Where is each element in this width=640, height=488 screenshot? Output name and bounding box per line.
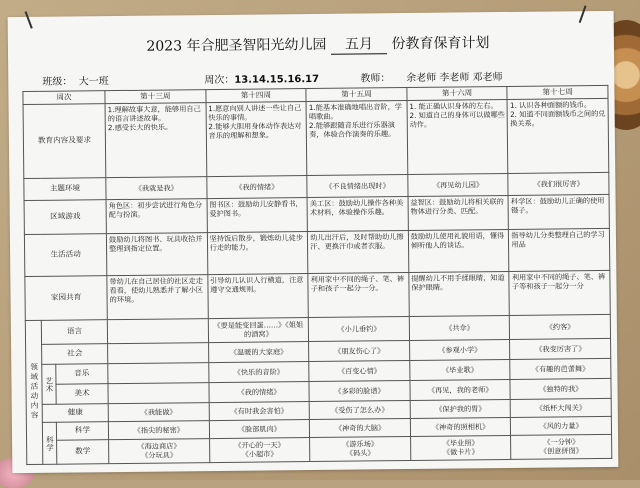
- week-16: 第十六周: [407, 86, 508, 100]
- class-info: [42, 72, 109, 88]
- area-cell: 科学区：鼓励幼儿正确的使用镊子。: [508, 194, 609, 229]
- life-row: [24, 228, 609, 276]
- goals-label: 教育内容及要求: [23, 103, 106, 178]
- theme-cell: 《我就是我》: [106, 176, 207, 199]
- subject-cell: 《我的情绪》: [209, 381, 310, 402]
- goals-cell: 1.能基本准确地唱出音阶，学唱歌曲。 2.能够跟随音乐进行乐器演奏，体验合作演奏的乐趣。: [306, 100, 407, 175]
- life-cell: 鼓励幼儿将图书、玩具收拾并整理到指定位置。: [106, 232, 207, 275]
- subject-cell: 《要是能变回蛋……》《姐姐的酒窝》: [208, 317, 309, 342]
- subject-cell: 《朋友伤心了》: [309, 340, 410, 361]
- subject-cell: 《我变厉害了》: [510, 338, 611, 359]
- week-17: 第十七周: [507, 85, 608, 99]
- subject-cell: [108, 382, 209, 403]
- subject-label: 健康: [42, 403, 108, 422]
- subject-cell: 《约客》: [510, 314, 611, 339]
- subject-cell: 《独特的我》: [510, 378, 611, 399]
- subject-cell: 《再见，我的老师》: [410, 379, 511, 400]
- science-label: 科学: [42, 422, 56, 464]
- week-value: 13.14.15.16.17: [234, 73, 320, 86]
- theme-cell: 《我的情绪》: [206, 175, 307, 198]
- subject-label: 社会: [42, 343, 108, 364]
- subject-cell: 《有时我会害怕》: [209, 401, 310, 420]
- subject-cell: 《百变心情》: [309, 360, 410, 381]
- class-label: 班级：: [42, 76, 73, 88]
- plan-table: [22, 85, 612, 465]
- subject-cell: 《风的力量》: [511, 416, 612, 435]
- teacher-info: [360, 68, 502, 84]
- theme-cell: 《我们很厉害》: [508, 172, 609, 195]
- subject-label: 美术: [56, 383, 108, 404]
- subject-cell: 《海边商店》 《分玩具》: [109, 438, 210, 463]
- subject-cell: 《快乐的音阶》: [208, 361, 309, 382]
- subject-cell: 《毕业照》 《做卡片》: [410, 435, 511, 460]
- subject-cell: 《脸部肌肉》: [209, 419, 310, 438]
- subject-cell: 《游乐场》 《码头》: [310, 436, 411, 461]
- title-prefix: 2023 年合肥圣智阳光幼儿园: [146, 36, 327, 55]
- week-info: [204, 70, 319, 86]
- title-month: 五月: [331, 33, 387, 55]
- domain-label: 领域活动内容: [25, 320, 43, 464]
- subject-cell: 《有趣的芭蕾舞》: [510, 358, 611, 379]
- area-label: 区域游戏: [24, 199, 106, 234]
- subject-cell: 《神奇的照相机》: [410, 417, 511, 436]
- home-cell: 利用家中不同的绳子、笔、裤子等和孩子一起分一分: [509, 270, 610, 315]
- teacher-value: 余老师 李老师 邓老师: [406, 72, 503, 85]
- area-cell: 益智区：鼓励幼儿将相关联的物体进行分类、匹配。: [408, 195, 509, 230]
- subject-label: 科学: [56, 421, 108, 440]
- subject-cell: 《多彩的脸谱》: [309, 380, 410, 401]
- life-cell: 鼓励幼儿使用礼貌用语，懂得倾听他人的谈话。: [408, 229, 509, 272]
- home-row: [25, 270, 610, 320]
- subject-cell: 《受伤了怎么办》: [309, 400, 410, 419]
- week-13: 第十三周: [105, 90, 206, 104]
- subject-label: 数学: [57, 439, 109, 464]
- life-label: 生活活动: [24, 233, 106, 276]
- title-suffix: 份教育保育计划: [391, 35, 490, 53]
- home-cell: 提醒幼儿不用手揉眼睛，知道保护眼睛。: [409, 271, 510, 316]
- area-cell: 美工区：鼓励幼儿操作各种美术材料，体验操作乐趣。: [307, 196, 408, 231]
- week-14: 第十四周: [206, 89, 307, 103]
- home-label: 家园共育: [25, 275, 107, 320]
- subject-cell: 《我能做》: [108, 402, 209, 421]
- goals-cell: 1. 认识各种面额的钱币。 2. 知道不同面额钱币之间的兑换关系。: [507, 98, 608, 173]
- subject-cell: 《小儿垂钓》: [309, 316, 410, 341]
- subject-row-math: [27, 434, 612, 464]
- home-cell: 带幼儿在自己居住的社区走走看看，使幼儿熟悉并了解小区的环境。: [107, 274, 208, 319]
- area-cell: 角色区：初步尝试进行角色分配与扮演。: [106, 198, 207, 233]
- subject-cell: [108, 362, 209, 383]
- goals-cell: 1.愿意向别人讲述一些让自己快乐的事情。 2.能够大胆用身体动作表达对音乐的理解和想象。: [206, 101, 307, 176]
- subject-cell: 《开心的一天》 《小超市》: [209, 437, 310, 462]
- subject-cell: 《纸杯大闯关》: [511, 398, 612, 417]
- subject-cell: 《参观小学》: [409, 339, 510, 360]
- week-15: 第十五周: [306, 88, 407, 102]
- home-cell: 引导幼儿认识人行横道，注意遵守交通规则。: [207, 273, 308, 318]
- subject-cell: 《神奇的大脑》: [310, 418, 411, 437]
- subject-cell: 《指尖的秘密》: [108, 420, 209, 439]
- week-label: 周次：: [204, 74, 235, 87]
- area-cell: 图书区：鼓励幼儿安静看书，爱护图书。: [207, 197, 308, 232]
- life-cell: 指导幼儿分类整理自己的学习用品: [509, 228, 610, 271]
- life-cell: 坚持饭后散步，锻炼幼儿徒步行走的能力。: [207, 231, 308, 274]
- subject-cell: 《共伞》: [409, 315, 510, 340]
- subject-cell: 《温暖的大家庭》: [208, 341, 309, 362]
- subject-cell: [107, 318, 208, 343]
- theme-label: 主题环境: [24, 177, 106, 200]
- subject-cell: 《一分钟》 《创意拼图》: [511, 434, 612, 459]
- subject-cell: 《毕业歌》: [410, 359, 511, 380]
- week-header: 周次: [23, 91, 105, 105]
- goals-cell: 1.理解故事大意，能够用自己的语言讲述故事。 2.感受长大的快乐。: [105, 102, 206, 177]
- subject-cell: 《保护我的胃》: [410, 399, 511, 418]
- page-title: [68, 31, 568, 57]
- plan-sheet: [8, 11, 619, 473]
- subject-label: 语言: [41, 319, 107, 344]
- subject-label: 音乐: [56, 363, 108, 384]
- home-cell: 利用家中不同的绳子、笔、裤子和孩子一起分一分。: [308, 272, 409, 317]
- theme-cell: 《再见幼儿园》: [408, 173, 509, 196]
- goals-row: [23, 98, 609, 178]
- art-label: 艺术: [42, 364, 56, 404]
- theme-cell: 《不良情绪出现时》: [307, 174, 408, 197]
- life-cell: 幼儿出汗后，及时帮助幼儿擦汗、更换汗巾或者衣服。: [308, 230, 409, 273]
- subject-cell: [108, 342, 209, 363]
- class-value: 大一班: [78, 76, 109, 88]
- teacher-label: 教师：: [360, 73, 391, 85]
- goals-cell: 1. 能正确认识身体的左右。 2. 知道自己的身体可以做哪些动作。: [407, 99, 508, 174]
